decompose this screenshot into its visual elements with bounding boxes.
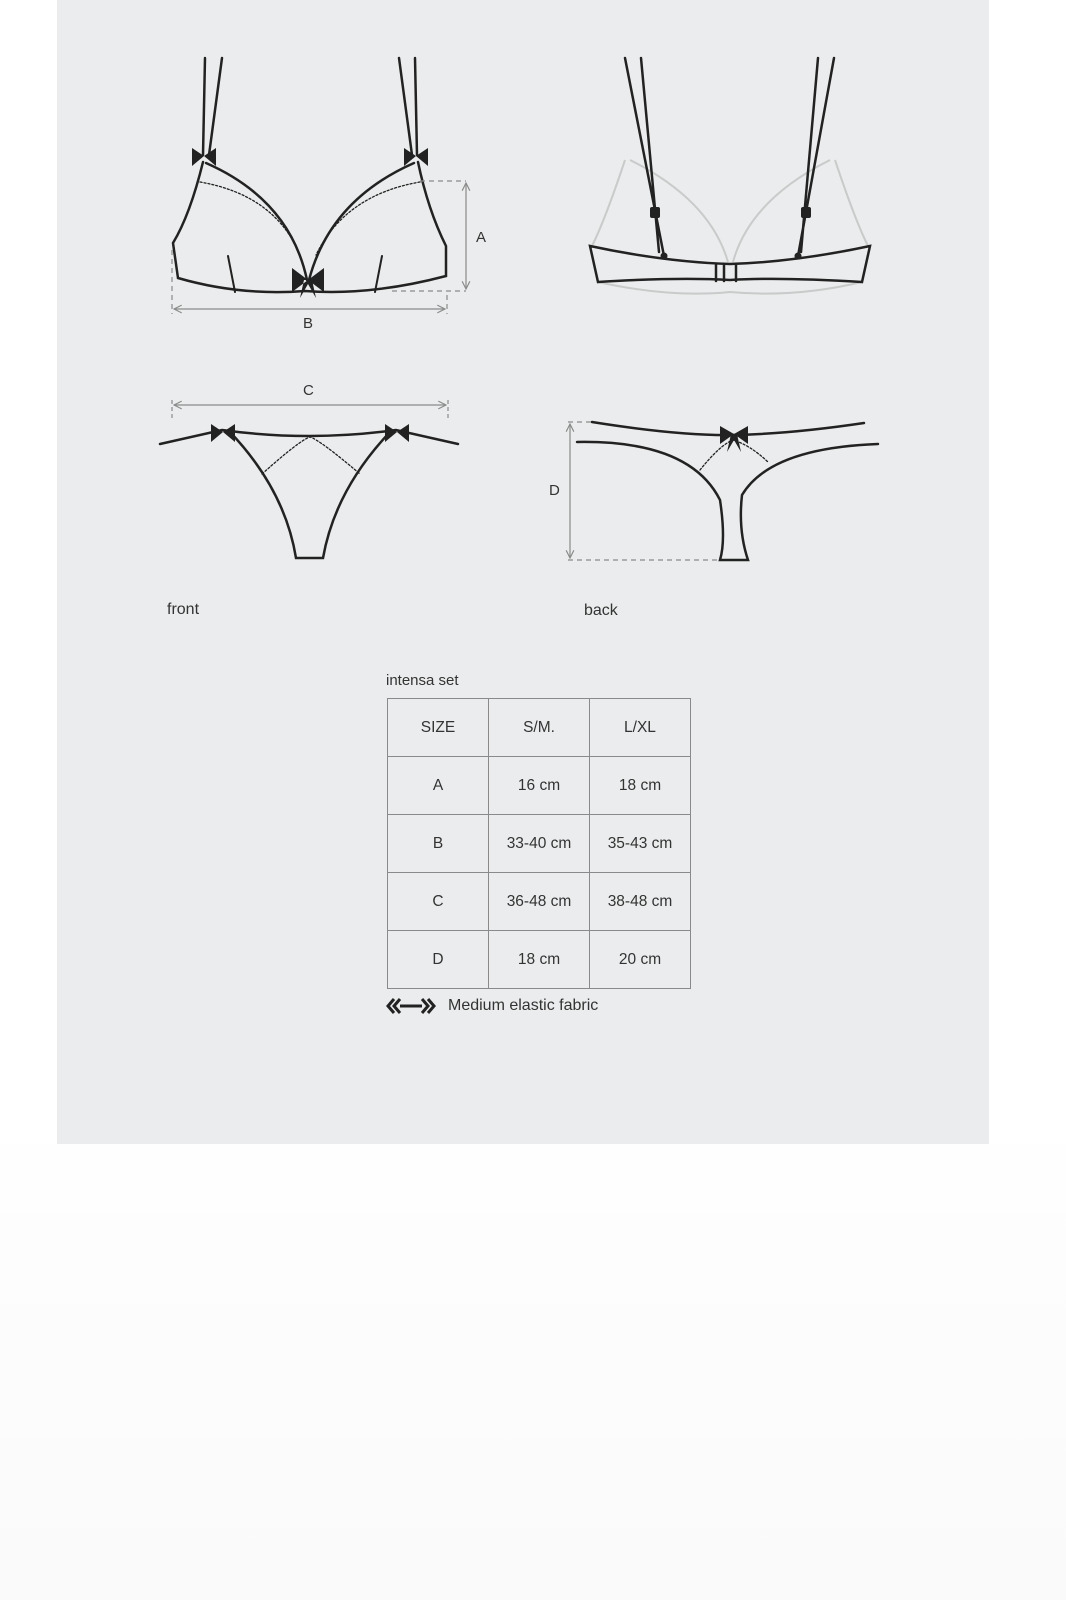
fabric-label: Medium elastic fabric (448, 997, 599, 1014)
table-cell: 20 cm (590, 931, 691, 989)
dimension-label-c: C (303, 382, 314, 399)
table-cell: 18 cm (590, 757, 691, 815)
table-header-cell: S/M. (489, 699, 590, 757)
panty-front-drawing (160, 430, 458, 558)
table-cell: 18 cm (489, 931, 590, 989)
dimension-label-d: D (549, 482, 560, 499)
bra-back-drawing (590, 58, 870, 282)
table-cell: C (388, 873, 489, 931)
dimension-guide-c (172, 400, 448, 420)
table-row (388, 931, 691, 989)
table-cell: B (388, 815, 489, 873)
blank-area (0, 1144, 1066, 1600)
table-cell: D (388, 931, 489, 989)
bra-back-ghost (592, 160, 868, 294)
dimension-label-a: A (476, 229, 487, 246)
front-view-label: front (167, 601, 200, 618)
bra-front-drawing (173, 58, 446, 292)
dimension-label-b: B (303, 315, 314, 332)
dimension-guides-a-b (172, 181, 466, 314)
panty-back-drawing (577, 422, 878, 560)
table-cell: 38-48 cm (590, 873, 691, 931)
table-header-row (388, 699, 691, 757)
elastic-arrows-icon (386, 997, 436, 1015)
fabric-legend (386, 997, 598, 1015)
table-cell: A (388, 757, 489, 815)
table-row (388, 815, 691, 873)
table-header-cell: SIZE (388, 699, 489, 757)
size-table-title: intensa set (386, 672, 459, 689)
size-table (387, 698, 691, 989)
table-cell: 16 cm (489, 757, 590, 815)
strap-slider-icon (650, 207, 811, 260)
table-row (388, 757, 691, 815)
table-row (388, 873, 691, 931)
table-header-cell: L/XL (590, 699, 691, 757)
back-view-label: back (584, 602, 618, 619)
table-cell: 35-43 cm (590, 815, 691, 873)
bow-icon (720, 426, 748, 452)
table-cell: 33-40 cm (489, 815, 590, 873)
table-cell: 36-48 cm (489, 873, 590, 931)
